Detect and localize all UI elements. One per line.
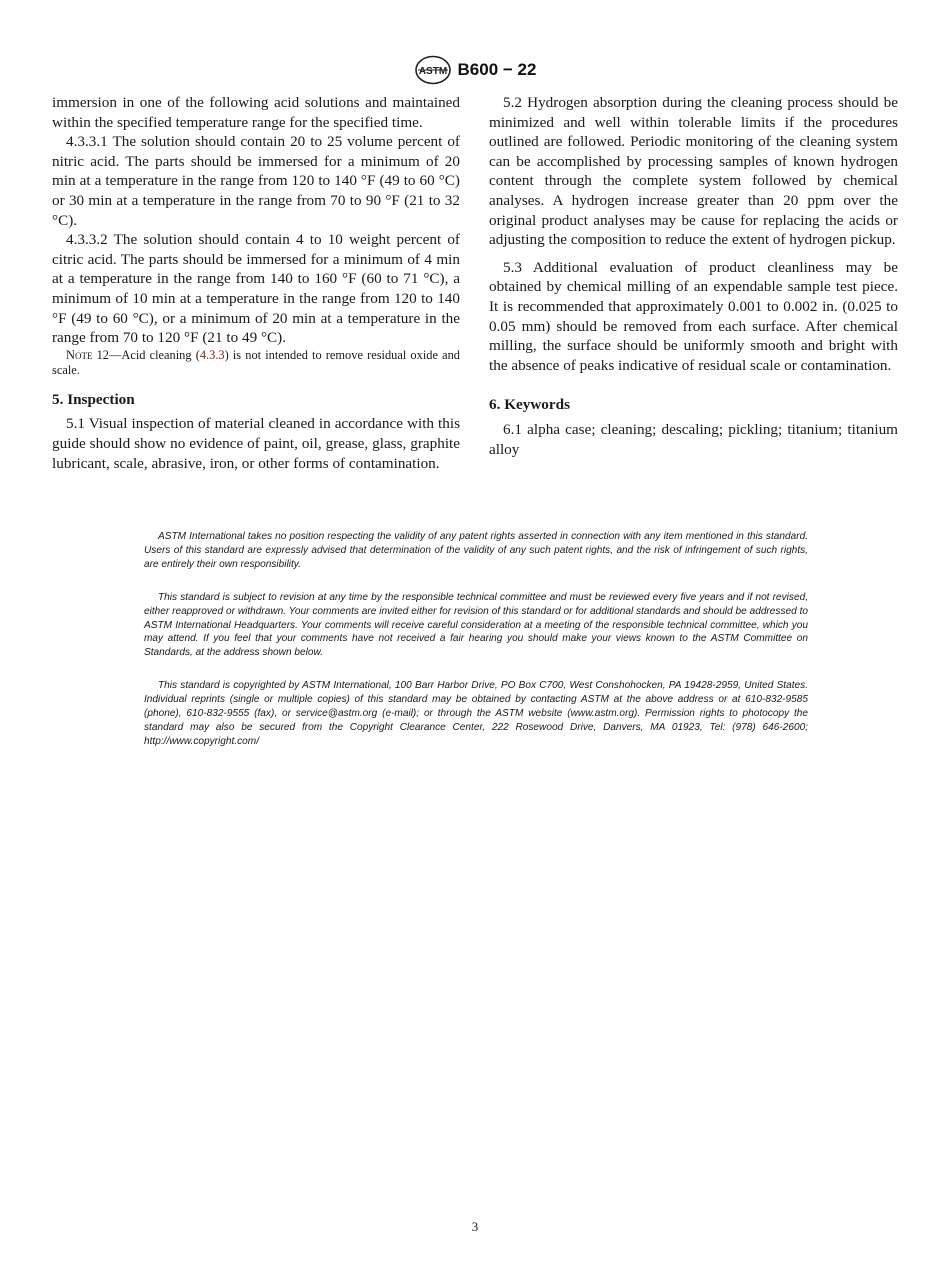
- note-number: 12: [96, 347, 109, 362]
- revision-notice: This standard is subject to revision at any time by the responsible technical committee and must be reviewed every five years and if not revised, either reapproved or withdrawn. Your comments are invited either for revision of this standard or for additional standards and should be addressed to ASTM International Headquarters. Your comments will receive careful consideration at a meeting of the responsible technical committee, which you may attend. If you feel that your comments have not received a fair hearing you should make your views known to the ASTM Committee on Standards, at the address shown below.: [144, 591, 808, 659]
- note-text-post: ) is not intended to remove residual oxide and scale.: [52, 347, 460, 378]
- note-link-4-3-3[interactable]: 4.3.3: [199, 347, 225, 362]
- right-column: [489, 93, 898, 459]
- paragraph-4-3-3-1: 4.3.3.1 The solution should contain 20 to 25 volume percent of nitric acid. The parts should be immersed for a minimum of 20 min at a temperature in the range from 120 to 140 °F (49 to 60 °C) or 30 min at a temperature in the range from 70 to 90 °F (21 to 32 °C).: [52, 133, 460, 229]
- section-5-heading: 5. Inspection: [52, 390, 135, 408]
- paragraph-intro: immersion in one of the following acid solutions and maintained within the specified temperature range for the specified time.: [52, 94, 460, 131]
- paragraph-5-1: 5.1 Visual inspection of material cleaned in accordance with this guide should show no evidence of paint, oil, grease, glass, graphite lubricant, scale, abrasive, iron, or other forms of contamination.: [52, 415, 460, 472]
- paragraph-4-3-3-2: 4.3.3.2 The solution should contain 4 to 10 weight percent of citric acid. The parts should be immersed for a minimum of 4 min at a temperature in the range from 140 to 160 °F (60 to 71 °C), a minimum of 10 min at a temperature in the range from 120 to 140 °F (49 to 60 °C), or a minimum of 20 min at a temperature in the range from 70 to 120 °F (21 to 49 °C).: [52, 231, 460, 347]
- copyright-notice: This standard is copyrighted by ASTM International, 100 Barr Harbor Drive, PO Box C700, West Conshohocken, PA 19428-2959, United States. Individual reprints (single or multiple copies) of this standard may be obtained by contacting ASTM at the above address or at 610-832-9585 (phone), 610-832-9555 (fax), or service@astm.org (e-mail); or through the ASTM website (www.astm.org). Permission rights to photocopy the standard may also be secured from the Copyright Clearance Center, 222 Rosewood Drive, Danvers, MA 01923, Tel: (978) 646-2600; http://www.copyright.com/: [144, 680, 808, 747]
- note-text-pre: —Acid cleaning (: [108, 347, 200, 362]
- paragraph-5-3: 5.3 Additional evaluation of product cleanliness may be obtained by chemical milling of an expendable sample test piece. It is recommended that approximately 0.001 to 0.002 in. (0.025 to 0.05 mm) should be removed from each surface. After chemical milling, the surface should be uniformly smooth and bright with the absence of peaks indicative of residual scale or contamination.: [489, 258, 898, 374]
- page-number: 3: [471, 1219, 479, 1234]
- page-header: [0, 55, 950, 85]
- note-label: Note: [66, 347, 93, 362]
- paragraph-6-1: 6.1 alpha case; cleaning; descaling; pickling; titanium; titanium alloy: [489, 420, 898, 458]
- paragraph-5-2: 5.2 Hydrogen absorption during the cleaning process should be minimized and well within tolerable limits if the procedures outlined are followed. Periodic monitoring of the cleaning system can be accomplished by processing samples of known hydrogen content through the complete system followed by chemical analyses. A hydrogen increase greater than 20 ppm over the original product analyses may be cause for replacing the acids or adjusting the composition to reduce the extent of hydrogen pickup.: [489, 94, 898, 249]
- note-12: [52, 348, 460, 379]
- section-6-heading: 6. Keywords: [489, 396, 570, 414]
- patent-notice: ASTM International takes no position respecting the validity of any patent rights asserted in connection with any item mentioned in this standard. Users of this standard are expressly advised that determination of the validity of any such patent rights, and the risk of infringement of such rights, are entirely their own responsibility.: [144, 531, 808, 570]
- standard-designation: B600 − 22: [457, 60, 537, 79]
- astm-logo-text: ASTM: [418, 66, 447, 77]
- legal-footer: [144, 530, 808, 768]
- left-column: [52, 93, 460, 473]
- astm-logo-icon: [414, 55, 452, 85]
